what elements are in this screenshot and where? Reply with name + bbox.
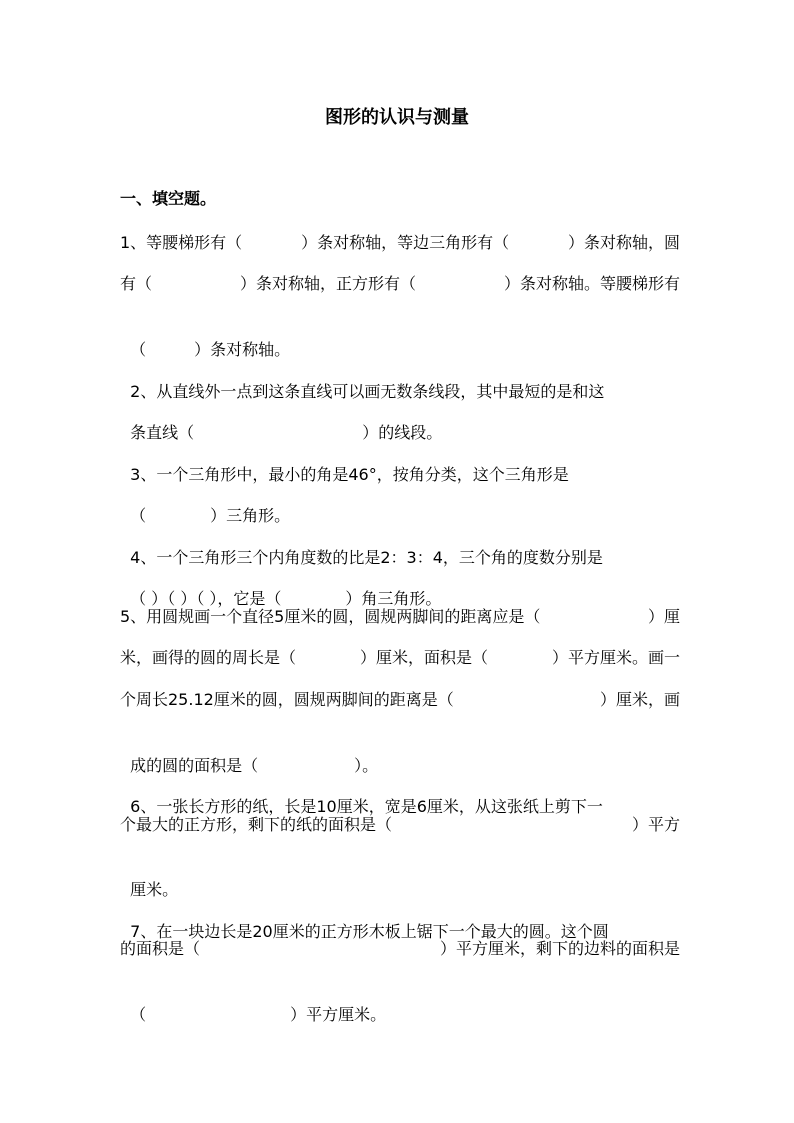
q5-line-3: 个周长25.12厘米的圆，圆规两脚间的距离是（ ）厘米，画 <box>120 690 680 709</box>
section-heading-fill-in-blank: 一、填空题。 <box>120 189 217 208</box>
q4-line-1: 4、一个三角形三个内角度数的比是2：3：4，三个角的度数分别是 <box>130 548 603 567</box>
q6-line-1: 6、一张长方形的纸，长是10厘米，宽是6厘米，从这张纸上剪下一 <box>130 797 603 816</box>
q5-line-2: 米，画得的圆的周长是（ ）厘米，面积是（ ）平方厘米。画一 <box>120 648 680 667</box>
q3-line-1: 3、一个三角形中，最小的角是46°，按角分类，这个三角形是 <box>130 465 569 484</box>
q7-line-1: 7、在一块边长是20厘米的正方形木板上锯下一个最大的圆。这个圆 <box>130 922 609 941</box>
q6-line-3: 厘米。 <box>130 880 179 899</box>
q4-line-2: （ ）（ ）（ ），它是（ ）角三角形。 <box>130 589 442 608</box>
q3-line-2: （ ）三角形。 <box>130 506 291 525</box>
q5-line-1: 5、用圆规画一个直径5厘米的圆，圆规两脚间的距离应是（ ）厘 <box>120 607 680 626</box>
q1-line-1: 1、等腰梯形有（ ）条对称轴，等边三角形有（ ）条对称轴，圆 <box>120 233 680 252</box>
q7-line-3: （ ）平方厘米。 <box>130 1005 387 1024</box>
q2-line-1: 2、从直线外一点到这条直线可以画无数条线段，其中最短的是和这 <box>130 382 605 401</box>
q6-line-2: 个最大的正方形，剩下的纸的面积是（ ）平方 <box>120 815 680 834</box>
q2-line-2: 条直线（ ）的线段。 <box>130 423 443 442</box>
q5-line-4: 成的圆的面积是（ ）。 <box>130 756 379 775</box>
q7-line-2: 的面积是（ ）平方厘米，剩下的边料的面积是 <box>120 939 680 958</box>
q1-line-3: （ ）条对称轴。 <box>130 340 291 359</box>
q1-line-2: 有（ ）条对称轴，正方形有（ ）条对称轴。等腰梯形有 <box>120 274 680 293</box>
page-title: 图形的认识与测量 <box>325 107 469 128</box>
